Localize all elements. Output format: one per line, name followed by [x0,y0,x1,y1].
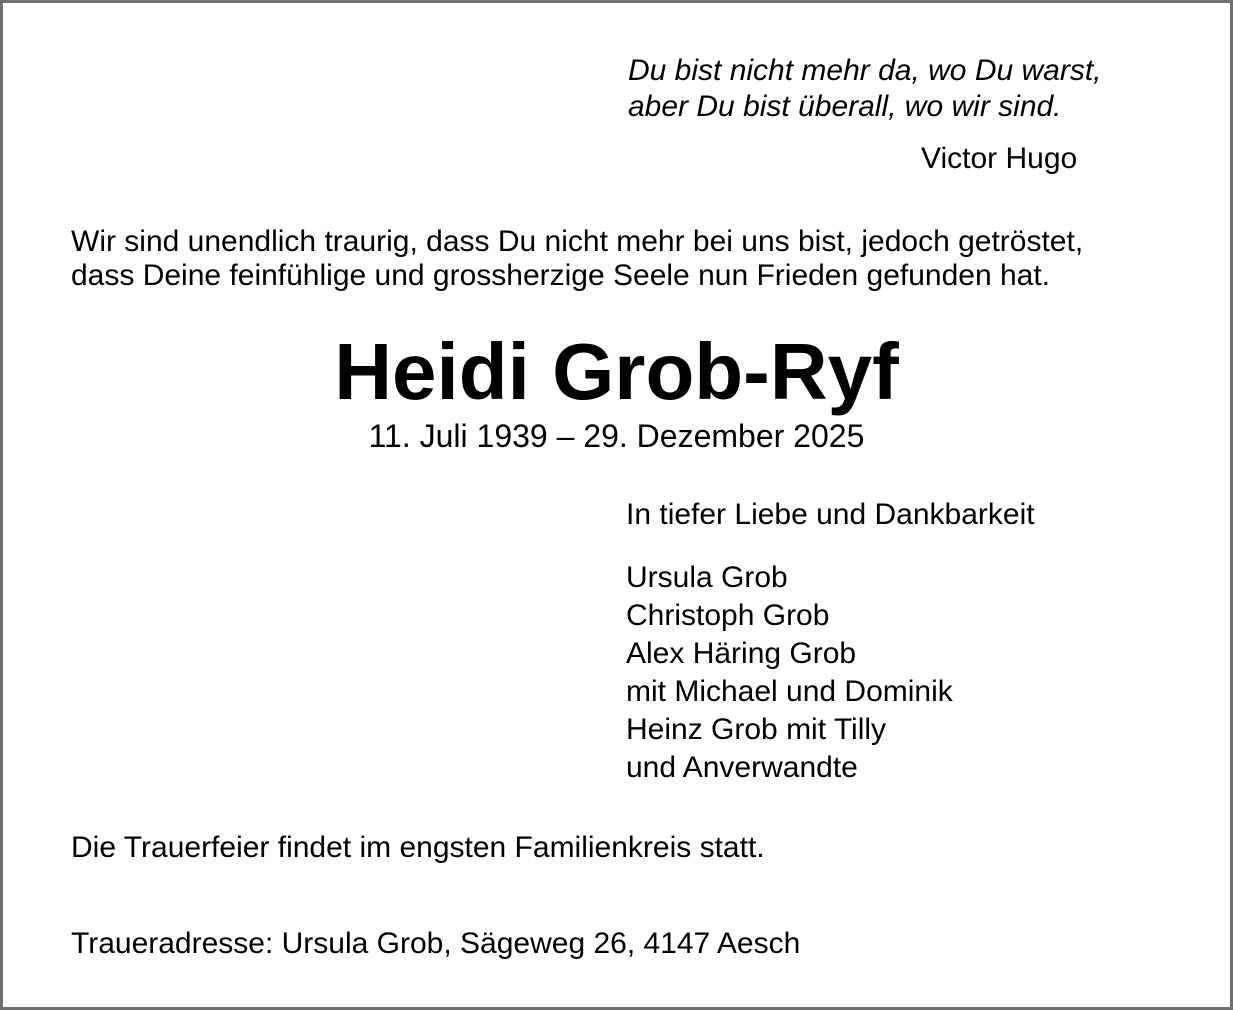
intro-line-2: dass Deine feinfühlige und grossherzige Seele nun Frieden gefunden hat. [71,259,1051,292]
intro-text [71,225,1083,293]
mourners-heading: In tiefer Liebe und Dankbarkeit [626,498,1035,531]
mourner-name: und Anverwandte [626,751,858,784]
mourning-address: Traueradresse: Ursula Grob, Sägeweg 26, 4147 Aesch [71,927,801,960]
mourner-name: Heinz Grob mit Tilly [626,713,887,746]
mourner-name: mit Michael und Dominik [626,675,953,708]
funeral-note: Die Trauerfeier findet im engsten Familienkreis statt. [71,831,765,864]
quote-line-1: Du bist nicht mehr da, wo Du warst, [628,54,1102,87]
life-dates: 11. Juli 1939 – 29. Dezember 2025 [368,418,865,454]
epigraph-quote [628,53,1102,125]
intro-line-1: Wir sind unendlich traurig, dass Du nicht mehr bei uns bist, jedoch getröstet, [71,225,1084,258]
deceased-name: Heidi Grob-Ryf [334,327,899,416]
quote-attribution: Victor Hugo [921,142,1078,175]
mourner-name: Ursula Grob [626,561,788,594]
mourners-list [626,559,953,787]
quote-line-2: aber Du bist überall, wo wir sind. [628,90,1062,123]
mourner-name: Christoph Grob [626,599,830,632]
mourner-name: Alex Häring Grob [626,637,857,670]
